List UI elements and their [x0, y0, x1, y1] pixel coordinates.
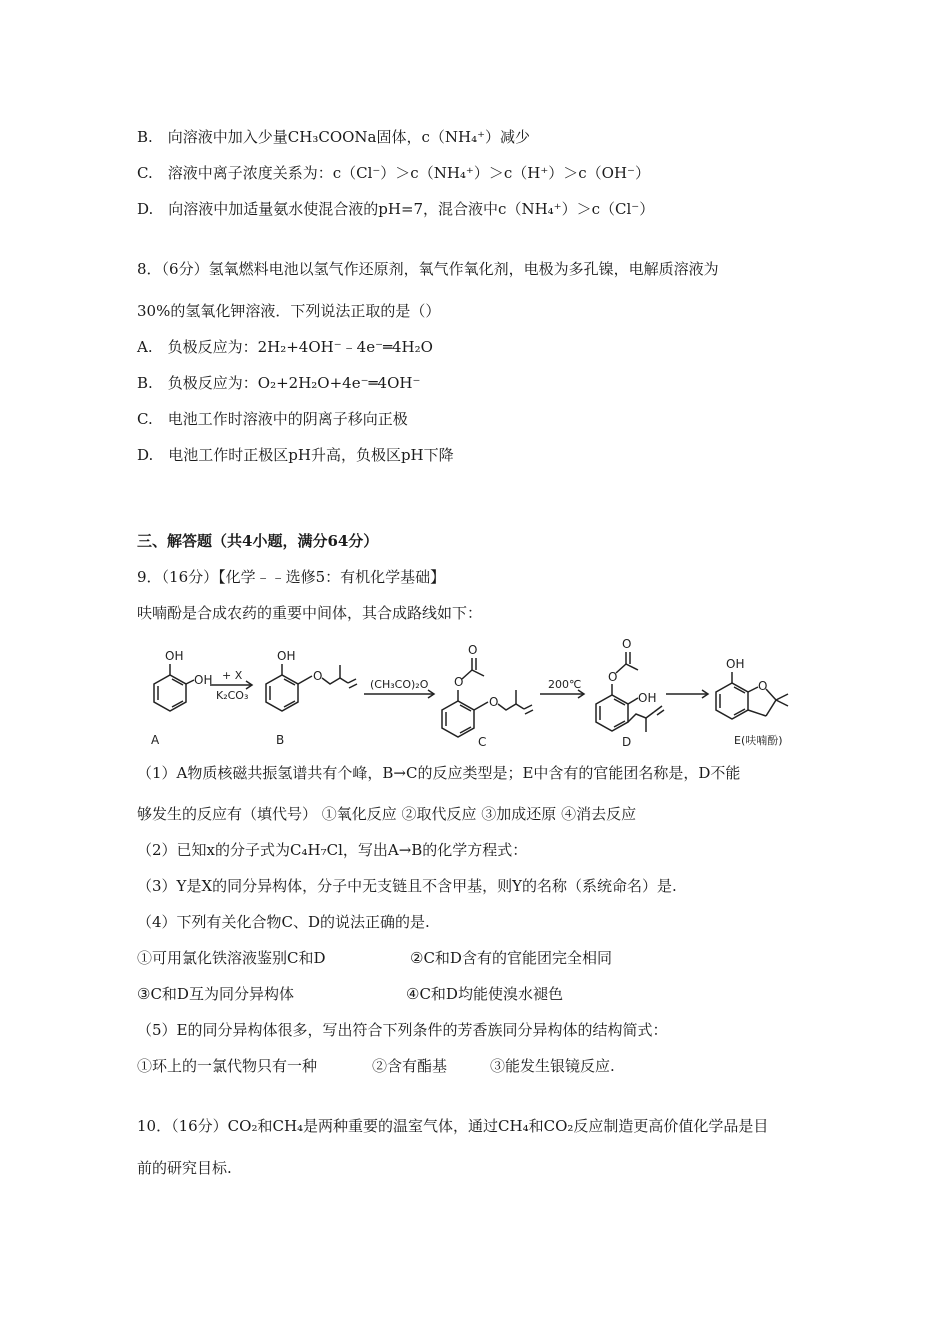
q8-option-b: B. 负极反应为：O₂+2H₂O+4e⁻═4OH⁻ — [137, 374, 421, 392]
q8-option-d: D. 电池工作时正极区pH升高，负极区pH下降 — [137, 446, 454, 464]
q9-part5-condition1: ①环上的一氯代物只有一种 — [137, 1057, 318, 1075]
q9-part4: （4）下列有关化合物C、D的说法正确的是. — [137, 913, 430, 931]
reagent-k2co3: K₂CO₃ — [216, 689, 249, 702]
q8-option-a: A. 负极反应为：2H₂+4OH⁻﹣4e⁻═4H₂O — [137, 338, 433, 356]
compound-d-oh: OH — [638, 691, 657, 705]
q7-option-b: B. 向溶液中加入少量CH₃COONa固体，c（NH₄⁺）减少 — [137, 128, 531, 146]
q9-part3: （3）Y是X的同分异构体，分子中无支链且不含甲基，则Y的名称（系统命名）是. — [137, 877, 677, 895]
compound-d-o-carbonyl: O — [622, 637, 632, 651]
q7-option-c: C. 溶液中离子浓度关系为：c（Cl⁻）＞c（NH₄⁺）＞c（H⁺）＞c（OH⁻） — [137, 164, 650, 182]
label-c: C — [478, 735, 487, 749]
q9-part5: （5）E的同分异构体很多，写出符合下列条件的芳香族同分异构体的结构简式： — [137, 1021, 668, 1039]
label-b: B — [276, 733, 285, 747]
q7-option-d: D. 向溶液中加适量氨水使混合液的pH=7，混合液中c（NH₄⁺）＞c（Cl⁻） — [137, 200, 655, 218]
q9-part4-option2: ②C和D含有的官能团完全相同 — [410, 949, 612, 967]
compound-b-oh: OH — [277, 649, 296, 663]
section-heading: 三、解答题（共4小题，满分64分） — [137, 532, 379, 550]
synthesis-route-diagram — [132, 632, 822, 750]
q10-line1: 10．（16分）CO₂和CH₄是两种重要的温室气体，通过CH₄和CO₂反应制造更高价值化学品是目 — [137, 1117, 769, 1135]
q9-intro: 呋喃酚是合成农药的重要中间体，其合成路线如下： — [137, 604, 483, 622]
compound-b-structure — [266, 664, 357, 711]
q8-stem-line2: 30%的氢氧化钾溶液．下列说法正取的是（） — [137, 302, 441, 320]
q9-part1-line2: 够发生的反应有（填代号） ①氧化反应 ②取代反应 ③加成还原 ④消去反应 — [137, 805, 637, 823]
q9-title: 9．（16分）【化学﹣﹣选修5：有机化学基础】 — [137, 568, 446, 586]
compound-c-o-ether: O — [489, 695, 499, 709]
reagent-anhydride: (CH₃CO)₂O — [370, 678, 429, 691]
reagent-200c: 200℃ — [548, 678, 582, 691]
compound-a-structure — [154, 664, 194, 711]
q9-part5-condition3: ③能发生银镜反应. — [490, 1057, 615, 1075]
q9-part1-line1: （1）A物质核磁共振氢谱共有个峰，B→C的反应类型是；E中含有的官能团名称是，D不能 — [137, 764, 741, 782]
q9-part4-option4: ④C和D均能使溴水褪色 — [406, 985, 563, 1003]
q8-stem-line1: 8．（6分）氢氧燃料电池以氢气作还原剂，氧气作氧化剂，电极为多孔镍，电解质溶液为 — [137, 260, 719, 278]
q9-part4-option3: ③C和D互为同分异构体 — [137, 985, 294, 1003]
compound-b-o: O — [313, 669, 323, 683]
compound-a-oh-top: OH — [165, 649, 184, 663]
q9-part4-option1: ①可用氯化铁溶液鉴别C和D — [137, 949, 326, 967]
label-a: A — [151, 733, 160, 747]
compound-e-oh: OH — [726, 657, 745, 671]
label-e: E(呋喃酚) — [734, 734, 783, 747]
compound-e-structure — [716, 672, 788, 719]
compound-e-o-ring: O — [758, 679, 768, 693]
compound-d-o-ester: O — [608, 670, 618, 684]
compound-c-o-ester: O — [454, 675, 464, 689]
label-d: D — [622, 735, 632, 749]
reagent-x: + X — [222, 669, 243, 682]
q9-part2: （2）已知x的分子式为C₄H₇Cl，写出A→B的化学方程式： — [137, 841, 528, 859]
q8-option-c: C. 电池工作时溶液中的阴离子移向正极 — [137, 410, 408, 428]
compound-c-o-carbonyl: O — [468, 643, 478, 657]
compound-a-oh-side: OH — [194, 673, 213, 687]
compound-c-structure — [442, 658, 533, 737]
q9-part5-condition2: ②含有酯基 — [372, 1057, 448, 1075]
q10-line2: 前的研究目标. — [137, 1159, 232, 1177]
